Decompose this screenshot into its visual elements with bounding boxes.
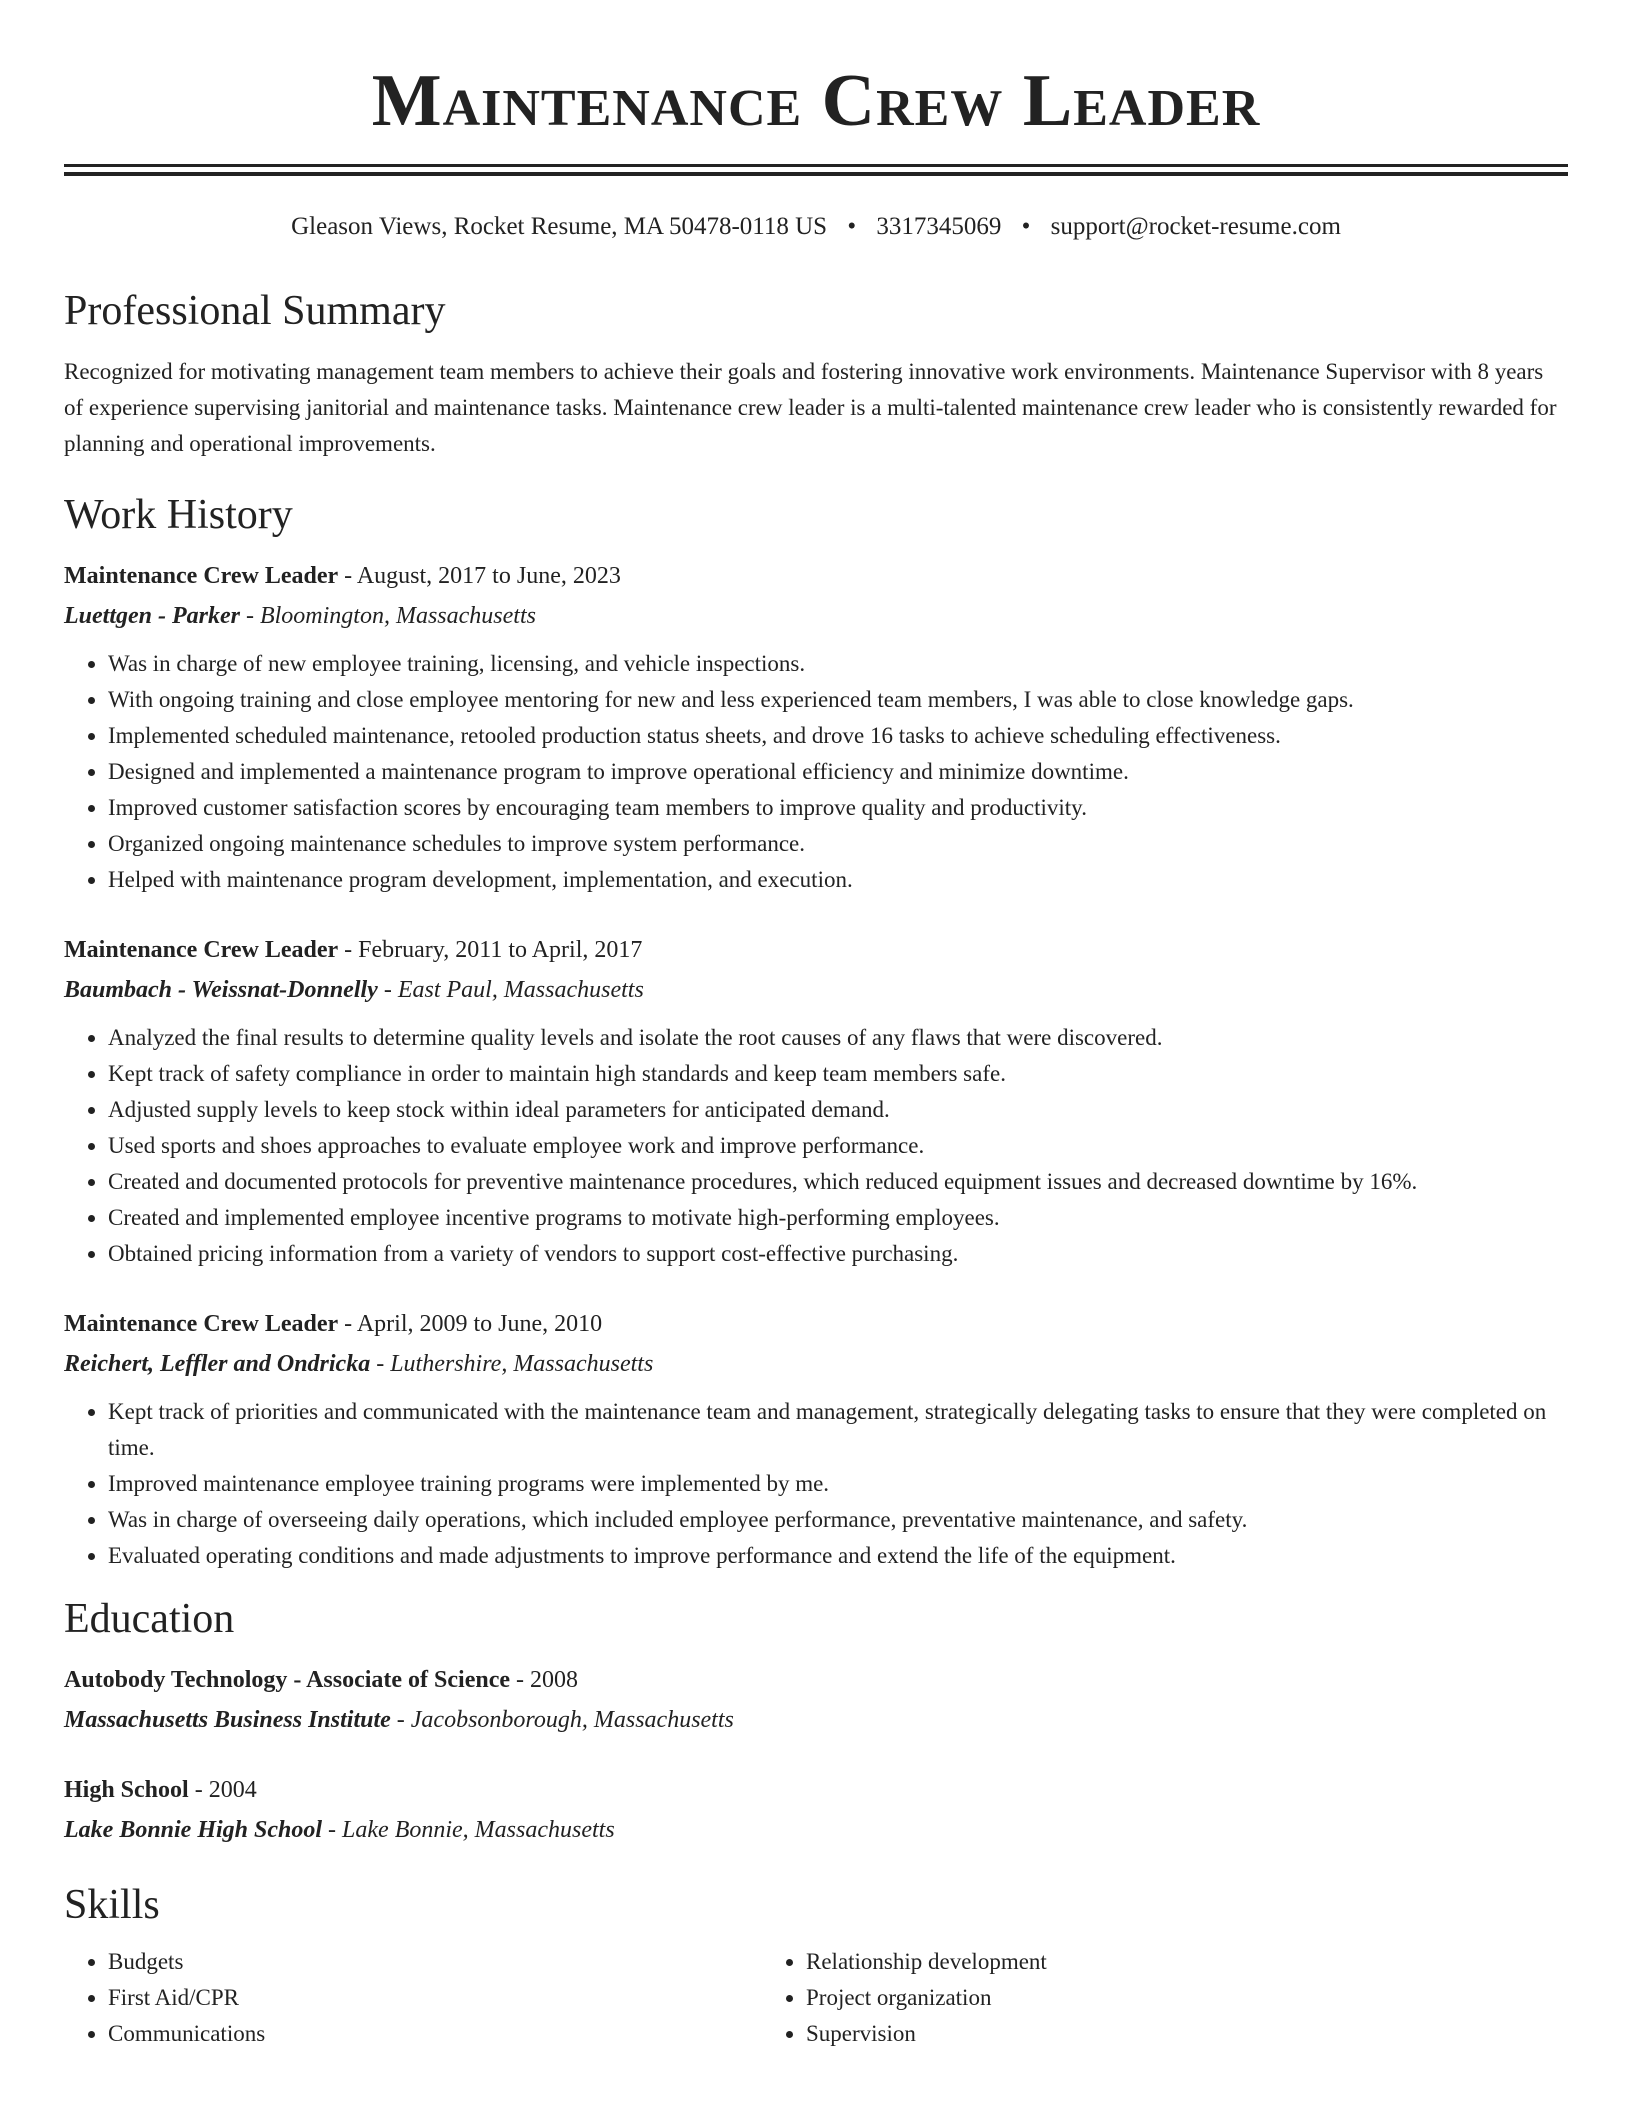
education-location: - Lake Bonnie, Massachusetts — [322, 1817, 615, 1843]
job-location: - East Paul, Massachusetts — [377, 977, 644, 1003]
job-title-line — [64, 932, 1568, 968]
job-duty: • Helped with maintenance program development, implementation, and execution. — [108, 862, 1568, 898]
education-year: - 2008 — [510, 1667, 579, 1693]
contact-email: support@rocket-resume.com — [1050, 213, 1341, 240]
education-school: Massachusetts Business Institute — [64, 1707, 391, 1733]
job-title-line — [64, 1306, 1568, 1342]
job-location: - Bloomington, Massachusetts — [239, 603, 536, 629]
skills-list-left — [64, 1944, 762, 2052]
contact-separator: • — [1021, 213, 1031, 240]
education-degree-line — [64, 1662, 1568, 1698]
skill-item: • Supervision — [806, 2016, 1502, 2052]
education-entry — [64, 1662, 1568, 1738]
job-dates: - April, 2009 to June, 2010 — [338, 1311, 603, 1337]
job-company-line — [64, 972, 1568, 1008]
education-school: Lake Bonnie High School — [64, 1817, 323, 1843]
job-duty: • Designed and implemented a maintenance program to improve operational efficiency and minimize downtime. — [108, 754, 1568, 790]
job-role: Maintenance Crew Leader — [64, 563, 339, 589]
skill-item: • Project organization — [806, 1980, 1502, 2016]
job-dates: - August, 2017 to June, 2023 — [338, 563, 621, 589]
job-role: Maintenance Crew Leader — [64, 937, 339, 963]
skills-heading: Skills — [64, 1882, 160, 1928]
job-title-line — [64, 558, 1568, 594]
job-company-line — [64, 1346, 1568, 1382]
education-degree-line — [64, 1772, 1568, 1808]
education-entry — [64, 1772, 1568, 1848]
job-entry — [64, 932, 1568, 1272]
header-rule-bottom — [64, 172, 1568, 176]
job-duty: • Used sports and shoes approaches to evaluate employee work and improve performance. — [108, 1128, 1568, 1164]
job-location: - Luthershire, Massachusetts — [370, 1351, 654, 1377]
job-duty: • Improved maintenance employee training programs were implemented by me. — [108, 1466, 1568, 1502]
job-company-line — [64, 598, 1568, 634]
job-duty: • Organized ongoing maintenance schedules to improve system performance. — [108, 826, 1568, 862]
job-company: Luettgen - Parker — [64, 603, 240, 629]
job-duties-list — [64, 646, 1568, 898]
job-duty: • Obtained pricing information from a variety of vendors to support cost-effective purchasing. — [108, 1236, 1568, 1272]
header-rule-top — [64, 164, 1568, 167]
skill-item: • First Aid/CPR — [108, 1980, 762, 2016]
education-year: - 2004 — [188, 1777, 257, 1803]
job-duties-list — [64, 1020, 1568, 1272]
contact-line — [64, 212, 1568, 242]
education-location: - Jacobsonborough, Massachusetts — [390, 1707, 734, 1733]
job-duty: • Kept track of safety compliance in order to maintain high standards and keep team members safe. — [108, 1056, 1568, 1092]
job-company: Reichert, Leffler and Ondricka — [64, 1351, 371, 1377]
job-duty: • Created and documented protocols for preventive maintenance procedures, which reduced equipment issues and decreased downtime by 16%. — [108, 1164, 1568, 1200]
job-duty: • With ongoing training and close employee mentoring for new and less experienced team members, I was able to close knowledge gaps. — [108, 682, 1568, 718]
job-duty: • Was in charge of overseeing daily operations, which included employee performance, preventative maintenance, and safety. — [108, 1502, 1568, 1538]
job-duty: • Implemented scheduled maintenance, retooled production status sheets, and drove 16 tasks to achieve scheduling effectiveness. — [108, 718, 1568, 754]
contact-address: Gleason Views, Rocket Resume, MA 50478-0118 US — [291, 213, 828, 240]
education-school-line — [64, 1702, 1568, 1738]
skill-item: • Communications — [108, 2016, 762, 2052]
job-role: Maintenance Crew Leader — [64, 1311, 339, 1337]
job-duty: • Created and implemented employee incentive programs to motivate high-performing employees. — [108, 1200, 1568, 1236]
contact-phone: 3317345069 — [876, 213, 1002, 240]
job-duty: • Adjusted supply levels to keep stock within ideal parameters for anticipated demand. — [108, 1092, 1568, 1128]
job-dates: - February, 2011 to April, 2017 — [338, 937, 643, 963]
skill-item: • Budgets — [108, 1944, 762, 1980]
job-duty: • Improved customer satisfaction scores by encouraging team members to improve quality and productivity. — [108, 790, 1568, 826]
skills-columns — [64, 1944, 1568, 2052]
job-duty: • Analyzed the final results to determine quality levels and isolate the root causes of any flaws that were discovered. — [108, 1020, 1568, 1056]
education-school-line — [64, 1812, 1568, 1848]
job-company: Baumbach - Weissnat-Donnelly — [64, 977, 378, 1003]
job-duty: • Was in charge of new employee training, licensing, and vehicle inspections. — [108, 646, 1568, 682]
job-duties-list — [64, 1394, 1568, 1574]
summary-text: Recognized for motivating management team members to achieve their goals and fostering innovative work environments. Maintenance Supervisor with 8 years of experience supervising janitorial and maintenance tasks. Maintenance crew leader is a multi-talented maintenance crew leader who is consistently rewarded for planning and operational improvements. — [64, 359, 1557, 456]
resume-name: Maintenance Crew Leader — [371, 60, 1261, 142]
work-history-heading: Work History — [64, 492, 293, 538]
job-entry — [64, 1306, 1568, 1574]
job-entry — [64, 558, 1568, 898]
summary-heading: Professional Summary — [64, 288, 446, 334]
education-degree: High School — [64, 1777, 189, 1803]
education-heading: Education — [64, 1596, 235, 1642]
education-degree: Autobody Technology - Associate of Science — [64, 1667, 511, 1693]
job-duty: • Kept track of priorities and communicated with the maintenance team and management, strategically delegating tasks to ensure that they were completed on time. — [108, 1394, 1568, 1466]
contact-separator: • — [847, 213, 857, 240]
skills-list-right — [762, 1944, 1502, 2052]
job-duty: • Evaluated operating conditions and made adjustments to improve performance and extend the life of the equipment. — [108, 1538, 1568, 1574]
skill-item: • Relationship development — [806, 1944, 1502, 1980]
